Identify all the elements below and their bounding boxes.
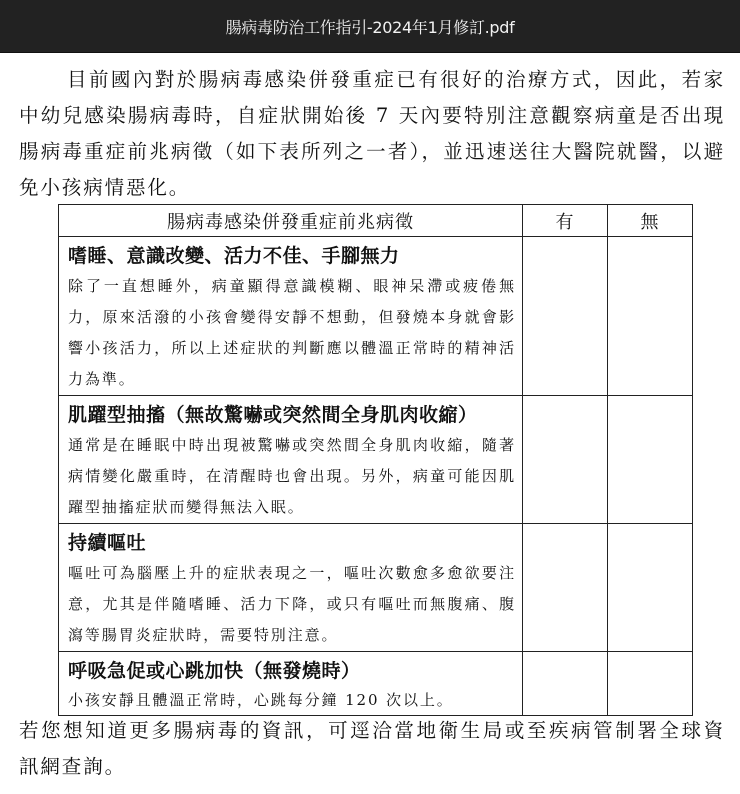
sign-cell	[59, 524, 523, 652]
sign-cell	[59, 652, 523, 716]
yes-cell[interactable]	[523, 396, 608, 524]
header-no: 無	[608, 205, 693, 237]
yes-cell[interactable]	[523, 237, 608, 396]
outro-paragraph: 若您想知道更多腸病毒的資訊，可逕洽當地衛生局或至疾病管制署全球資訊網查詢。	[19, 719, 725, 778]
no-cell[interactable]	[608, 652, 693, 716]
sign-cell	[59, 396, 523, 524]
sign-title: 呼吸急促或心跳加快（無發燒時）	[68, 660, 361, 682]
sign-title: 持續嘔吐	[68, 532, 147, 554]
warning-signs-table	[58, 204, 693, 716]
intro-paragraph: 目前國內對於腸病毒感染併發重症已有很好的治療方式，因此，若家中幼兒感染腸病毒時，自症狀開始後 7 天內要特別注意觀察病童是否出現腸病毒重症前兆病徵（如下表所列之一者），並迅速送往大醫院就醫，以避免小孩病情惡化。	[19, 68, 725, 199]
sign-description: 除了一直想睡外，病童顯得意識模糊、眼神呆滯或疲倦無力，原來活潑的小孩會變得安靜不想動，但發燒本身就會影響小孩活力，所以上述症狀的判斷應以體溫正常時的精神活力為準。	[68, 277, 516, 388]
no-cell[interactable]	[608, 524, 693, 652]
sign-description: 嘔吐可為腦壓上升的症狀表現之一，嘔吐次數愈多愈欲要注意，尤其是伴隨嗜睡、活力下降，或只有嘔吐而無腹痛、腹瀉等腸胃炎症狀時，需要特別注意。	[68, 564, 516, 644]
pdf-title-bar	[0, 0, 740, 53]
yes-cell[interactable]	[523, 524, 608, 652]
table-row	[59, 237, 693, 396]
header-warning-signs: 腸病毒感染併發重症前兆病徵	[59, 205, 523, 237]
sign-description: 小孩安靜且體溫正常時，心跳每分鐘 120 次以上。	[68, 691, 454, 709]
table-row	[59, 524, 693, 652]
sign-description: 通常是在睡眠中時出現被驚嚇或突然間全身肌肉收縮，隨著病情變化嚴重時，在清醒時也會出現。另外，病童可能因肌躍型抽搐症狀而變得無法入眠。	[68, 436, 516, 516]
no-cell[interactable]	[608, 396, 693, 524]
sign-title: 嗜睡、意識改變、活力不佳、手腳無力	[68, 245, 400, 267]
pdf-page[interactable]	[0, 53, 740, 794]
header-yes: 有	[523, 205, 608, 237]
table-header-row	[59, 205, 693, 237]
table-row	[59, 396, 693, 524]
table-row	[59, 652, 693, 716]
document-title: 腸病毒防治工作指引-2024年1月修訂.pdf	[225, 17, 515, 37]
sign-cell	[59, 237, 523, 396]
no-cell[interactable]	[608, 237, 693, 396]
yes-cell[interactable]	[523, 652, 608, 716]
sign-title: 肌躍型抽搐（無故驚嚇或突然間全身肌肉收縮）	[68, 404, 478, 426]
